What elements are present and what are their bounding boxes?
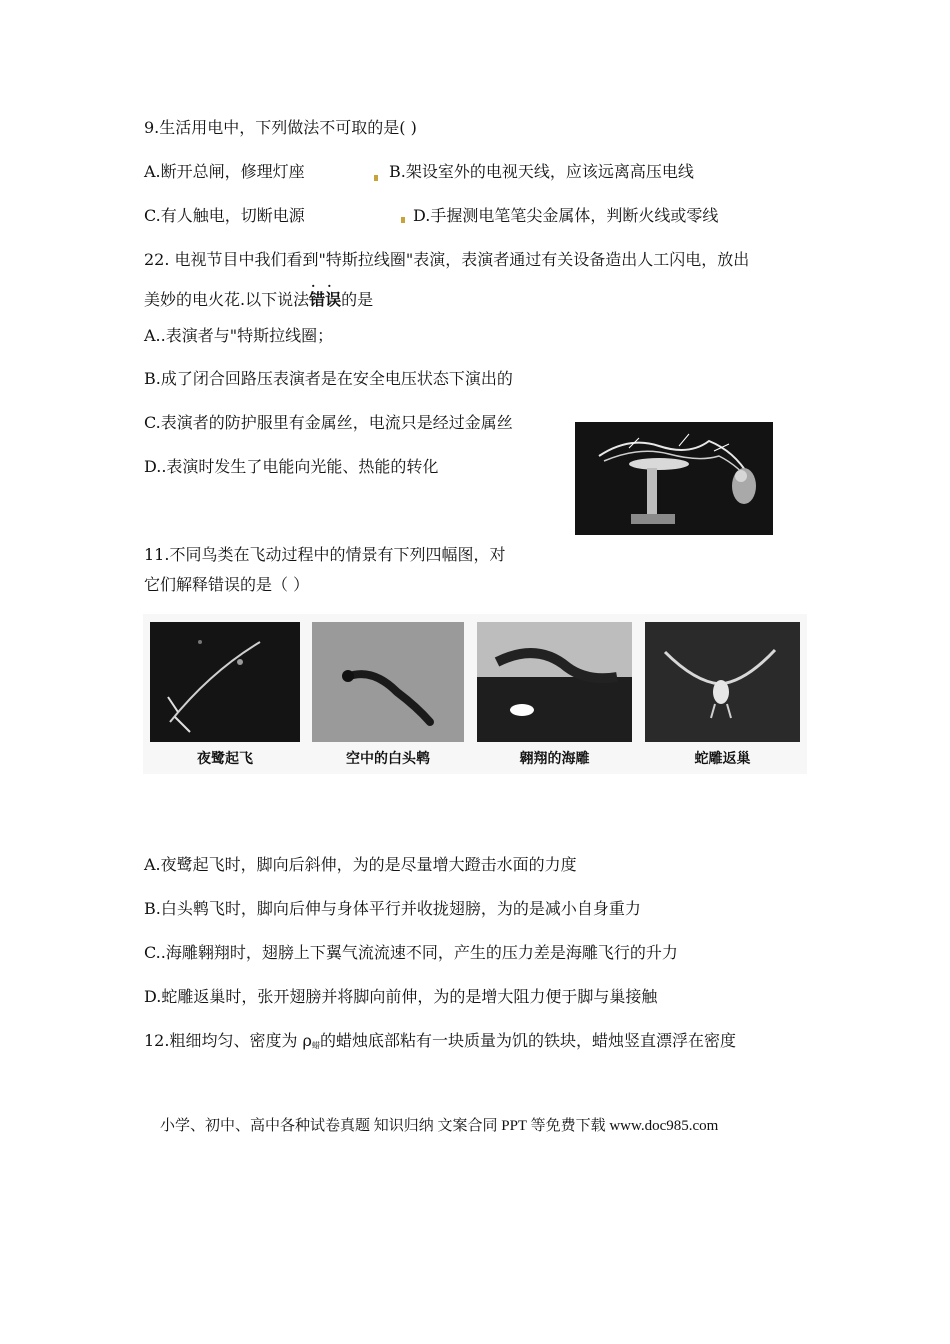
q22-stem-line1: 22. 电视节目中我们看到"特斯拉线圈"表演，表演者通过有关设备造出人工闪电，放出 [144, 250, 750, 269]
sea-eagle-image [477, 622, 632, 742]
bullet-marker [374, 175, 378, 181]
q9-option-a: A.断开总闸，修理灯座 [144, 162, 305, 181]
bird-photo-bulbul [312, 622, 464, 742]
bird-photo-sea-eagle [477, 622, 632, 742]
q12-stem-post: 的蜡烛底部粘有一块质量为饥的铁块，蜡烛竖直漂浮在密度 [319, 1031, 736, 1050]
caption-heron: 夜鹭起飞 [197, 751, 253, 767]
q11-stem-line2: 它们解释错误的是（ ） [144, 575, 310, 594]
tesla-coil-photo [569, 416, 782, 541]
lightning-image [569, 416, 782, 541]
q22-stem-line2 [144, 289, 373, 311]
birds-figure [143, 614, 807, 774]
page-footer: 小学、初中、高中各种试卷真题 知识归纳 文案合同 PPT 等免费下载 www.doc985.com [160, 1118, 719, 1134]
serpent-eagle-image [645, 622, 800, 742]
caption-serpent-eagle: 蛇雕返巢 [694, 751, 751, 767]
q22-option-a: A..表演者与"特斯拉线圈； [144, 326, 334, 345]
q9-option-d: D.手握测电笔笔尖金属体，判断火线或零线 [413, 206, 719, 225]
q12-subscript: 蜡 [311, 1041, 320, 1050]
bird-photo-serpent-eagle [645, 622, 800, 742]
bird-photo-heron [150, 622, 300, 742]
q9-option-c: C.有人触电，切断电源 [144, 206, 305, 225]
q22-option-b: B.成了闭合回路压表演者是在安全电压状态下演出的 [144, 369, 513, 388]
q9-stem: 9.生活用电中，下列做法不可取的是( ) [144, 118, 417, 137]
q11-option-c: C..海雕翱翔时，翅膀上下翼气流流速不同，产生的压力差是海雕飞行的升力 [144, 943, 678, 962]
q12-stem-pre: 12.粗细均匀、密度为 ρ [144, 1031, 312, 1050]
q22-stem-pre: 美妙的电火花.以下说法 [144, 290, 310, 309]
q22-stem-post: 的是 [341, 290, 374, 309]
caption-bulbul: 空中的白头鹎 [346, 751, 430, 767]
bullet-marker [401, 217, 405, 223]
q9-option-b: B.架设室外的电视天线，应该远离高压电线 [389, 162, 694, 181]
q11-option-b: B.白头鹎飞时，脚向后伸与身体平行并收拢翅膀，为的是减小自身重力 [144, 899, 641, 918]
q11-option-d: D.蛇雕返巢时，张开翅膀并将脚向前伸，为的是增大阻力便于脚与巢接触 [144, 987, 658, 1006]
q22-option-d: D..表演时发生了电能向光能、热能的转化 [144, 457, 439, 476]
q22-option-c: C.表演者的防护服里有金属丝，电流只是经过金属丝 [144, 413, 513, 432]
q11-stem-line1: 11.不同鸟类在飞动过程中的情景有下列四幅图，对 [144, 545, 506, 564]
q22-emphasis: · · 错误 [309, 289, 341, 311]
heron-image [150, 622, 300, 742]
q12-stem [144, 1030, 736, 1057]
q11-option-a: A.夜鹭起飞时，脚向后斜伸，为的是尽量增大蹬击水面的力度 [144, 855, 577, 874]
caption-sea-eagle: 翱翔的海雕 [519, 751, 590, 767]
bulbul-image [312, 622, 464, 742]
